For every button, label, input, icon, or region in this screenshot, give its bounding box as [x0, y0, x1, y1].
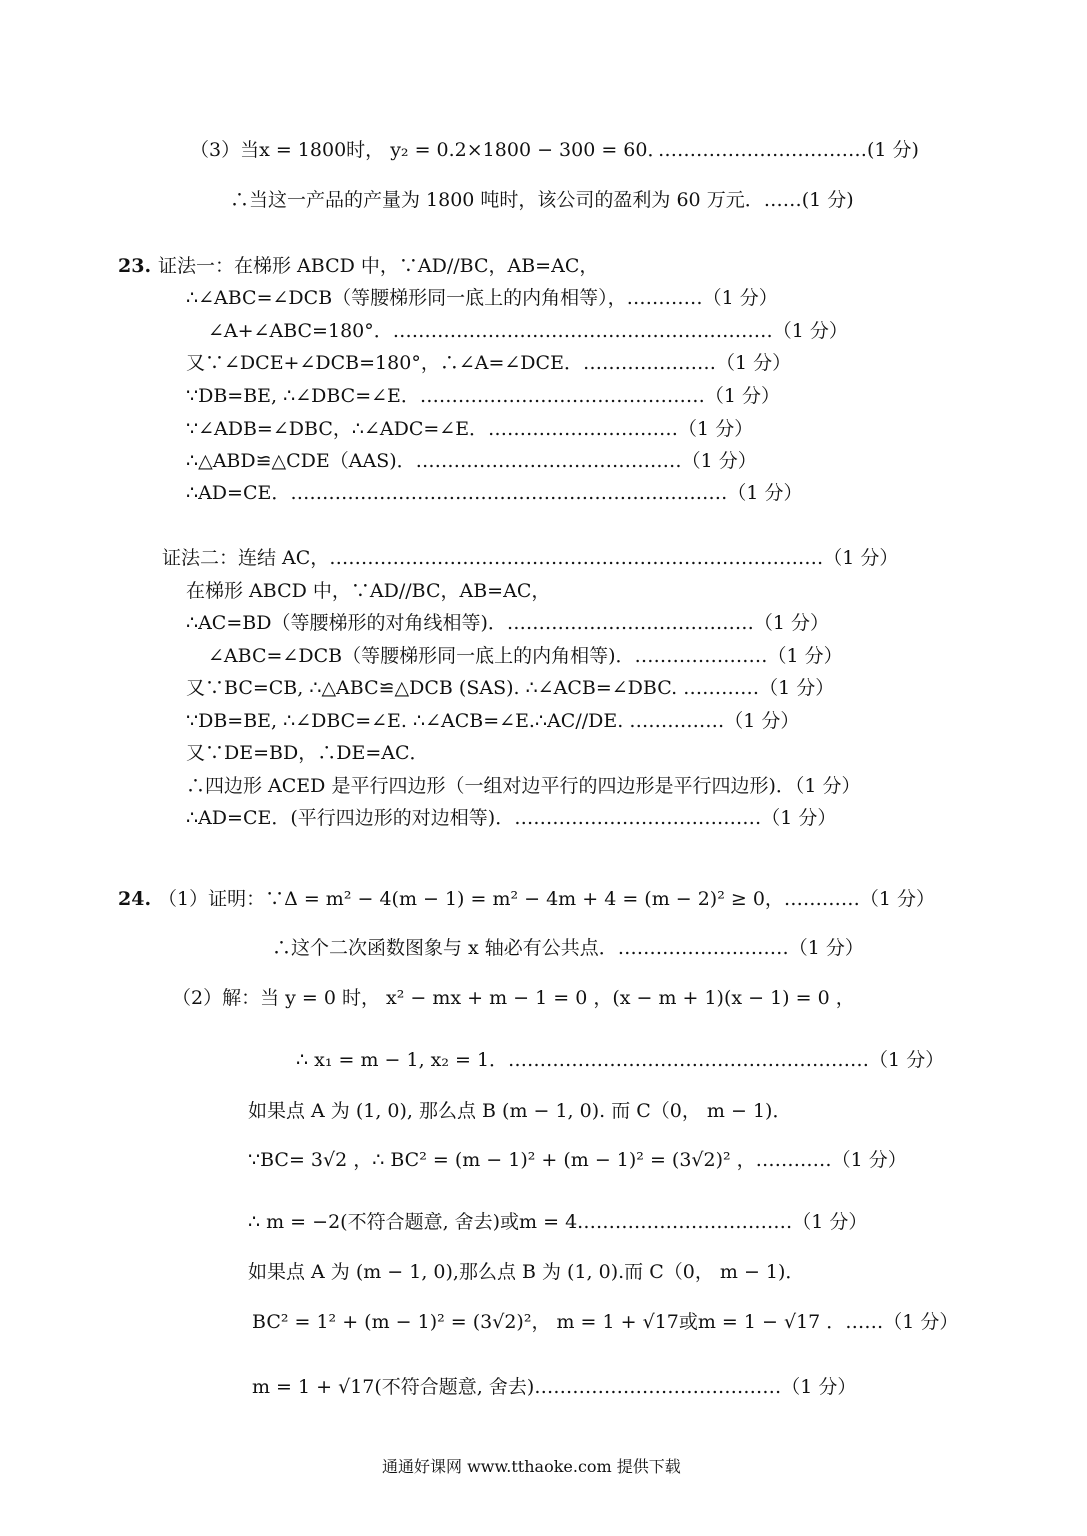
line-24-case1-bc: ∵BC= 3√2 ，∴ BC² = (m − 1)² + (m − 1)² = (3√2)² ，…………（1 分） — [248, 1149, 907, 1171]
page-footer: 通通好课网 www.tthaoke.com 提供下载 — [382, 1457, 681, 1476]
line-23-proof1-step4: ∵DB=BE, ∴∠DBC=∠E．………………………………………（1 分） — [186, 385, 781, 407]
line-24-case2-bc: BC² = 1² + (m − 1)² = (3√2)²， m = 1 + √17或m = 1 − √17 ．……（1 分） — [252, 1311, 959, 1333]
line-23-proof2-step5: ∵DB=BE, ∴∠DBC=∠E. ∴∠ACB=∠E.∴AC//DE. ……………（1 分） — [186, 710, 800, 732]
question-number-24: 24. — [118, 888, 152, 910]
line-23-proof1-step5: ∵∠ADB=∠DBC，∴∠ADC=∠E．…………………………（1 分） — [186, 418, 754, 440]
line-23-proof2-step7: ∴四边形 ACED 是平行四边形（一组对边平行的四边形是平行四边形)．（1 分） — [186, 775, 861, 797]
line-24-roots: ∴ x₁ = m − 1, x₂ = 1．…………………………………………………（1 分） — [296, 1049, 945, 1071]
line-24-part1: （1）证明：∵Δ = m² − 4(m − 1) = m² − 4m + 4 = (m − 2)² ≥ 0，…………（1 分） — [158, 888, 936, 910]
line-23-proof2-step1: 在梯形 ABCD 中，∵AD//BC，AB=AC， — [186, 580, 551, 602]
line-23-proof2-intro: 证法二：连结 AC，……………………………………………………………………（1 分） — [162, 547, 899, 569]
line-23-proof2-step8: ∴AD=CE．(平行四边形的对边相等)．…………………………………（1 分） — [186, 807, 837, 829]
line-23-proof1-step1: ∴∠ABC=∠DCB（等腰梯形同一底上的内角相等），…………（1 分） — [186, 287, 778, 309]
line-23-proof2-step6: 又∵DE=BD，∴DE=AC． — [186, 742, 429, 764]
line-23-proof1-step3: 又∵∠DCE+∠DCB=180°，∴∠A=∠DCE．…………………（1 分） — [186, 352, 792, 374]
line-23-proof1-step6: ∴△ABD≌△CDE（AAS)．……………………………………（1 分） — [186, 450, 757, 472]
line-24-case1: 如果点 A 为 (1, 0), 那么点 B (m − 1, 0). 而 C（0， m − 1)． — [248, 1100, 792, 1122]
line-24-part1-conclusion: ∴这个二次函数图象与 x 轴必有公共点．………………………（1 分） — [272, 937, 864, 959]
score-22-3: ……………………………(1 分) — [658, 139, 919, 161]
line-23-proof2-step4: 又∵BC=CB, ∴△ABC≌△DCB (SAS). ∴∠ACB=∠DBC. …………（1 分） — [186, 677, 835, 699]
line-23-proof1-intro: 证法一：在梯形 ABCD 中，∵AD//BC，AB=AC， — [158, 255, 599, 277]
question-number-23: 23. — [118, 255, 152, 277]
line-24-case2-result: m = 1 + √17(不符合题意, 舍去)…………………………………（1 分） — [252, 1376, 857, 1398]
line-23-proof2-step3: ∠ABC=∠DCB（等腰梯形同一底上的内角相等)．…………………（1 分） — [208, 645, 843, 667]
line-24-case1-result: ∴ m = −2(不符合题意, 舍去)或m = 4.……………………………（1 分） — [248, 1211, 868, 1233]
line-24-case2: 如果点 A 为 (m − 1, 0),那么点 B 为 (1, 0).而 C（0， m − 1)． — [248, 1261, 805, 1283]
line-24-part2: （2）解：当 y = 0 时， x² − mx + m − 1 = 0 ，(x − m + 1)(x − 1) = 0 ， — [172, 987, 855, 1009]
line-23-proof2-step2: ∴AC=BD（等腰梯形的对角线相等)．…………………………………（1 分） — [186, 612, 830, 634]
line-23-proof1-step2: ∠A+∠ABC=180°．……………………………………………………（1 分） — [208, 320, 848, 342]
line-22-conclusion: ∴当这一产品的产量为 1800 吨时，该公司的盈利为 60 万元．……(1 分) — [230, 189, 854, 211]
line-22-3: （3）当x = 1800时， y₂ = 0.2×1800 − 300 = 60． — [190, 139, 667, 161]
line-23-proof1-step7: ∴AD=CE．……………………………………………………………（1 分） — [186, 482, 803, 504]
